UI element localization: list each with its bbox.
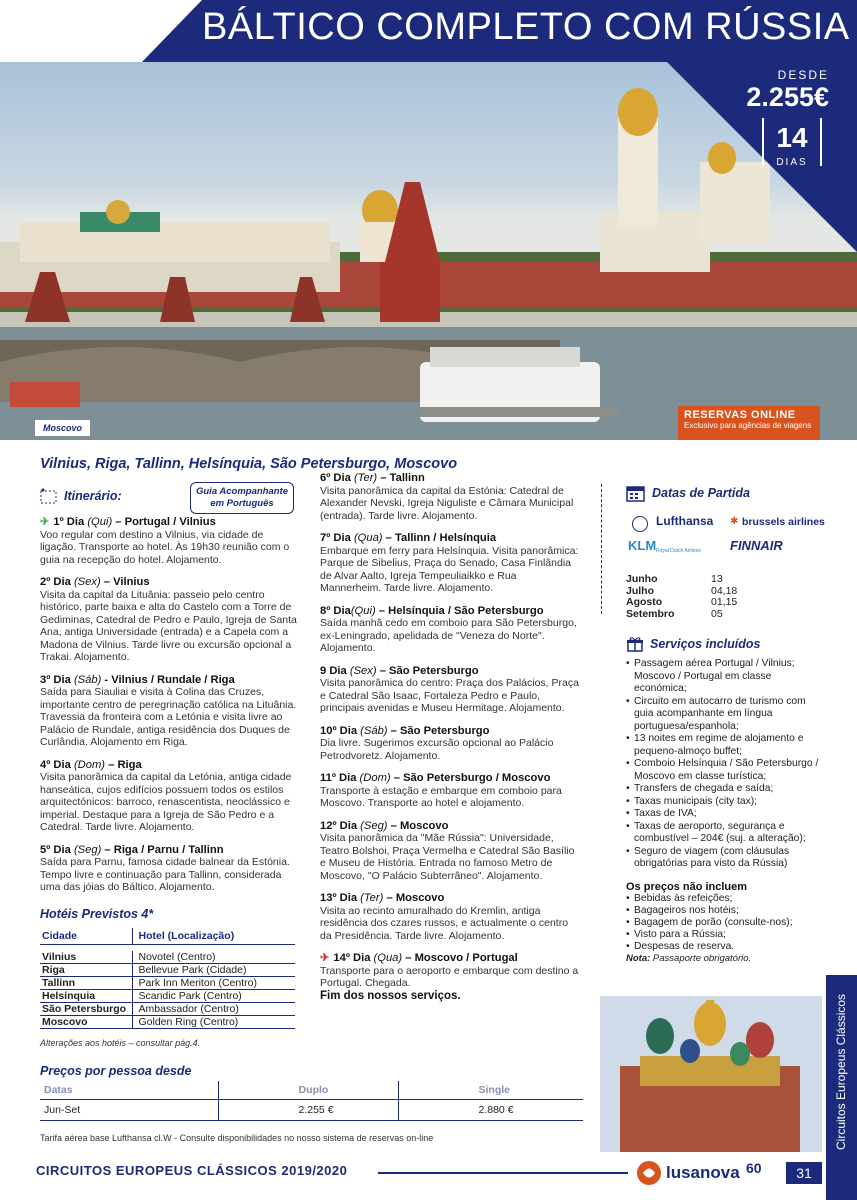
list-item: • Visto para a Rússia; — [626, 929, 826, 941]
day-route: – Moscovo / Portugal — [402, 952, 518, 964]
list-item: • Comboio Helsínquia / São Petersburgo / Moscovo em classe turística; — [626, 758, 826, 783]
end-of-services: Fim dos nossos serviços. — [320, 989, 461, 1002]
day-of-week: (Dom) — [359, 772, 391, 784]
anniversary-badge: 60 — [746, 1160, 762, 1176]
day-of-week: (Seg) — [73, 843, 102, 856]
day-of-week: (Sáb) — [73, 673, 102, 686]
hotel-name: Golden Ring (Centro) — [132, 1015, 295, 1028]
list-item: • Bagagem de porão (consulte-nos); — [626, 917, 826, 929]
hotels-title: Hotéis Previstos 4* — [40, 907, 154, 921]
itinerary-day — [320, 772, 580, 810]
table-row — [626, 597, 737, 609]
side-tab-label: Circuitos Europeus Clássicos — [834, 993, 848, 1150]
calendar-icon — [626, 484, 646, 502]
exclusions-title: Os preços não incluem — [626, 880, 748, 893]
hotels-note: Alterações aos hotéis – consultar pág.4. — [40, 1038, 201, 1048]
day-route: – Riga — [105, 758, 142, 771]
day-description: Saída para Siauliai e visita à Colina das Cruzes, importante centro de peregrinação católica na Lituânia. Travessia da fronteira com a Letónia e visita livre ao Palácio de Rundale, antiga residência dos Duques de Curlândia. Alojamento em Riga. — [40, 686, 297, 748]
list-item: • Taxas de IVA; — [626, 808, 826, 821]
list-item: • 13 noites em regime de alojamento e pequeno-almoço buffet; — [626, 733, 826, 758]
hotel-city: Helsínquia — [40, 989, 132, 1002]
airline-lufthansa: Lufthansa — [656, 514, 714, 528]
hotel-name: Bellevue Park (Cidade) — [132, 963, 295, 976]
day-route: – São Petersburgo / Moscovo — [390, 772, 551, 784]
day-number: 11º Dia — [320, 772, 360, 784]
reservas-subtitle: Exclusivo para agências de viagens — [684, 421, 812, 430]
day-number: 5º Dia — [40, 843, 74, 856]
route-subtitle: Vilnius, Riga, Tallinn, Helsínquia, São Petersburgo, Moscovo — [40, 456, 458, 472]
day-route: – Vilnius — [100, 576, 150, 588]
itinerary-day — [320, 472, 580, 522]
departures-section — [626, 484, 826, 966]
prices-col-double: Duplo — [218, 1081, 398, 1100]
exclusions-list — [626, 893, 826, 953]
hotel-name: Novotel (Centro) — [132, 951, 295, 964]
table-row — [626, 609, 737, 621]
prices-col-single: Single — [398, 1081, 583, 1100]
day-title — [320, 605, 580, 618]
desde-label: DESDE — [777, 68, 829, 82]
itinerary-day — [40, 516, 298, 566]
airline-logos — [626, 510, 826, 568]
day-number: 13º Dia — [320, 892, 361, 904]
prices-table — [40, 1081, 583, 1121]
itinerary-day — [320, 820, 580, 883]
day-route: – Moscovo — [387, 819, 449, 832]
days-number: 14 — [776, 122, 808, 153]
day-description: Visita panorâmica da capital da Estónia: Catedral de Alexander Nevski, Igreja Niguliste e Câmara Municipal (entrada). Tarde livre. Alojamento. — [320, 484, 574, 522]
passport-note — [626, 953, 826, 966]
departure-month: Agosto — [626, 596, 663, 608]
guide-line-1: Guia Acompanhante — [195, 486, 289, 497]
itinerary-day — [40, 759, 298, 834]
plane-icon: ✈ — [40, 516, 50, 528]
day-number: 6º Dia — [320, 472, 354, 484]
itinerary-title: Itinerário: — [64, 488, 122, 503]
departure-dates-table — [626, 574, 737, 620]
table-row — [40, 963, 295, 976]
hotels-col-hotel: Hotel (Localização) — [132, 928, 295, 945]
day-title — [40, 759, 298, 772]
itinerary-day — [320, 892, 580, 942]
hotels-col-city: Cidade — [40, 928, 132, 945]
lufthansa-logo — [632, 516, 648, 532]
day-route: – Moscovo — [383, 892, 445, 904]
day-number: 14º Dia — [333, 952, 374, 964]
day-title — [40, 516, 298, 529]
list-item: • Taxas de aeroporto, segurança e combustível – 204€ (suj. a alteração); — [626, 821, 826, 846]
table-row — [40, 976, 295, 989]
departure-days: 01,15 — [711, 596, 738, 608]
itinerary-column-2 — [320, 472, 580, 1002]
reservas-online-badge[interactable] — [678, 406, 820, 440]
itinerary-icon — [40, 487, 60, 505]
day-number: 2º Dia — [40, 576, 74, 588]
hotel-name: Ambassador (Centro) — [132, 1002, 295, 1015]
day-description: Transporte à estação e embarque em comboio para Moscovo. Transporte ao hotel e alojamento. — [320, 784, 562, 809]
hotel-city: Vilnius — [40, 951, 132, 964]
gift-icon — [626, 636, 644, 652]
itinerary-day — [320, 605, 580, 655]
hotel-name: Park Inn Meriton (Centro) — [132, 976, 295, 989]
day-description: Voo regular com destino a Vilnius, via cidade de ligação. Transporte ao hotel. Às 19h30 reunião com o guia na recepção do hotel. Alojamento. — [40, 528, 290, 566]
day-route: - Vilnius / Rundale / Riga — [101, 673, 235, 686]
day-number: 3º Dia — [40, 673, 74, 686]
day-number: 9 Dia — [320, 664, 350, 677]
day-description: Visita ao recinto amuralhado do Kremlin, antiga residência dos czares russos, e actualmente o centro da Presidência. Tarde livre. Alojamento. — [320, 904, 569, 942]
day-of-week: (Qua) — [353, 532, 383, 544]
day-title — [320, 725, 580, 738]
day-description: Dia livre. Sugerimos excursão opcional ao Palácio Petrodvoretz. Alojamento. — [320, 737, 554, 762]
note-label: Nota: — [626, 953, 651, 964]
day-description: Visita panorâmica do centro: Praça dos Palácios, Praça e Catedral São Isaac, Fortaleza Pedro e Paulo, principais avenidas e Museu Hermitage. Alojamento. — [320, 677, 579, 714]
brand-name: lusanova — [666, 1163, 740, 1182]
day-title — [320, 820, 580, 833]
day-description: Visita panorâmica da capital da Letónia, antiga cidade hanseática, cujos edifícios possuem todos os estilos arquitectónicos: barroco, renascentista, neoclássico e imperial. Destaque para a Igreja de São Pedro e a Catedral. Tarde livre. Alojamento. — [40, 771, 292, 833]
day-number: 8º Dia — [320, 604, 351, 617]
note-text: Passaporte obrigatório. — [650, 953, 752, 964]
services-list — [626, 658, 826, 871]
day-title — [320, 772, 580, 785]
day-route: – Tallinn — [377, 472, 425, 484]
page-number: 31 — [786, 1162, 822, 1184]
itinerary-day — [40, 844, 298, 894]
table-row — [40, 1100, 583, 1121]
day-route: – Portugal / Vilnius — [112, 516, 216, 528]
footer-title: CIRCUITOS EUROPEUS CLÁSSICOS 2019/2020 — [36, 1163, 348, 1178]
day-title — [40, 576, 298, 589]
list-item: • Passagem aérea Portugal / Vilnius; Moscovo / Portugal em classe económica; — [626, 658, 826, 696]
hotel-city: São Petersburgo — [40, 1002, 132, 1015]
table-row — [40, 1015, 295, 1028]
guide-badge — [190, 482, 294, 514]
day-of-week: (Qui) — [87, 516, 113, 528]
airline-brussels: brussels airlines — [742, 516, 825, 528]
klm-subtitle: Royal Dutch Airlines — [656, 548, 701, 554]
kremlin-illustration — [0, 62, 857, 440]
plane-icon: ✈ — [320, 952, 330, 964]
price-row-double: 2.255 € — [218, 1100, 398, 1121]
day-route: – São Petersburgo — [387, 724, 490, 737]
day-number: 7º Dia — [320, 532, 354, 544]
price-row-dates: Jun-Set — [40, 1100, 218, 1121]
desde-price: 2.255€ — [746, 82, 829, 112]
page-title: BÁLTICO COMPLETO COM RÚSSIA — [202, 6, 850, 48]
day-description: Visita panorâmica da "Mãe Rússia": Universidade, Teatro Bolshoi, Praça Vermelha e Catedral São Basílio e Museu de História. Entrada no famoso Metro de Moscovo, "O Palácio Subterrâneo". Alojamento. — [320, 832, 575, 882]
day-route: – Tallinn / Helsínquia — [382, 532, 497, 544]
day-number: 12º Dia — [320, 819, 361, 832]
list-item: • Bagageiros nos hotéis; — [626, 905, 826, 917]
list-item: • Bebidas às refeições; — [626, 893, 826, 905]
hotel-name: Scandic Park (Centro) — [132, 989, 295, 1002]
day-title — [320, 952, 580, 965]
day-title — [320, 892, 580, 905]
itinerary-day — [40, 576, 298, 664]
prices-col-dates: Datas — [40, 1081, 218, 1100]
table-row — [40, 951, 295, 964]
departure-days: 13 — [711, 573, 723, 585]
table-row — [626, 574, 737, 586]
day-route: – São Petersburgo — [376, 664, 479, 677]
day-description: Visita da capital da Lituânia: passeio pelo centro histórico, parte baixa e alta do Castelo com a Torre de Gediminas, Catedral de Pedro e Paulo, Igreja de Santa Ana, antiga Universidade (entrada) e a Capela com a Madona de Vilnius. Tarde livre ou excursão opcional a Trakai. Alojamento. — [40, 588, 297, 663]
day-route: – Helsínquia / São Petersburgo — [375, 604, 544, 617]
day-title — [320, 665, 580, 678]
price-row-single: 2.880 € — [398, 1100, 583, 1121]
hero-photo — [0, 62, 857, 440]
day-of-week: (Qua) — [373, 952, 403, 964]
header — [0, 0, 857, 62]
itinerary-day — [320, 952, 580, 990]
itinerary-day — [40, 674, 298, 749]
day-of-week: (Ter) — [360, 892, 384, 904]
day-title — [40, 674, 298, 687]
list-item: • Transfers de chegada e saída; — [626, 783, 826, 796]
day-of-week: (Sáb) — [360, 724, 388, 737]
airline-finnair: FINNAIR — [730, 538, 783, 553]
table-row — [40, 989, 295, 1002]
day-number: 4º Dia — [40, 758, 74, 771]
departures-title: Datas de Partida — [652, 485, 750, 500]
day-route: – Riga / Parnu / Tallinn — [101, 843, 224, 856]
hotel-city: Tallinn — [40, 976, 132, 989]
departure-month: Junho — [626, 573, 658, 585]
departure-days: 05 — [711, 607, 723, 620]
departure-days: 04,18 — [711, 584, 738, 597]
hotel-city: Moscovo — [40, 1015, 132, 1028]
column-divider — [601, 484, 602, 614]
hotels-table — [40, 928, 295, 1029]
departure-month: Julho — [626, 584, 654, 597]
photo-caption: Moscovo — [35, 420, 90, 436]
lusanova-logo — [636, 1158, 766, 1188]
services-title: Serviços incluídos — [650, 636, 761, 651]
list-item: • Circuito em autocarro de turismo com guia acompanhante em língua portuguesa/espanhola; — [626, 696, 826, 734]
table-row — [40, 1002, 295, 1015]
day-of-week: (Seg) — [360, 819, 388, 832]
day-of-week: (Ter) — [353, 472, 378, 484]
day-description: Saída para Parnu, famosa cidade balnear da Estónia. Tempo livre e continuação para Tallinn, considerada uma das jóias do Báltico. Alojamento. — [40, 856, 290, 893]
day-title — [320, 472, 580, 485]
day-description: Saída manhã cedo em comboio para São Petersburgo, ex-Leningrado, apelidada de "Veneza do Norte". Alojamento. — [320, 617, 577, 654]
airline-klm: KLM — [628, 538, 657, 553]
prices-title: Preços por pessoa desde — [40, 1064, 192, 1078]
reservas-title: RESERVAS ONLINE — [684, 409, 796, 421]
guide-line-2: em Português — [210, 498, 274, 509]
day-title — [320, 532, 580, 545]
day-of-week: (Sex) — [349, 664, 377, 677]
itinerary-day — [320, 665, 580, 715]
itinerary-day — [320, 532, 580, 595]
day-of-week: (Sex) — [73, 576, 101, 588]
lusanova-icon — [636, 1160, 662, 1186]
list-item: • Taxas municipais (city tax); — [626, 796, 826, 809]
day-description: Embarque em ferry para Helsínquia. Visita panorâmica: Parque de Sibelius, Praça do Senado, Casa Finlândia de Alvar Aalto, Igreja Tempeuliaikko e Rua Mannerheim. Tarde livre. Alojamento. — [320, 544, 579, 594]
list-item: • Despesas de reserva. — [626, 941, 826, 953]
itinerary-day — [320, 725, 580, 763]
brussels-logo: ✱ — [730, 516, 739, 527]
day-number: 1º Dia — [53, 516, 88, 528]
day-of-week: (Dom) — [73, 758, 106, 771]
prices-note: Tarifa aérea base Lufthansa cl.W - Consulte disponibilidades no nosso sistema de reservas on-line — [40, 1133, 434, 1143]
itinerary-column-1 — [40, 486, 298, 894]
day-description: Transporte para o aeroporto e embarque com destino a Portugal. Chegada. — [320, 964, 579, 989]
departure-month: Setembro — [626, 607, 675, 620]
day-of-week: (Qui) — [350, 604, 376, 617]
days-label: DIAS — [776, 157, 808, 168]
hotel-city: Riga — [40, 963, 132, 976]
day-number: 10º Dia — [320, 724, 361, 737]
day-title — [40, 844, 298, 857]
footer-line — [378, 1172, 628, 1174]
church-photo — [600, 996, 822, 1152]
list-item: • Seguro de viagem (com cláusulas obrigatórias para visto da Rússia) — [626, 846, 826, 871]
